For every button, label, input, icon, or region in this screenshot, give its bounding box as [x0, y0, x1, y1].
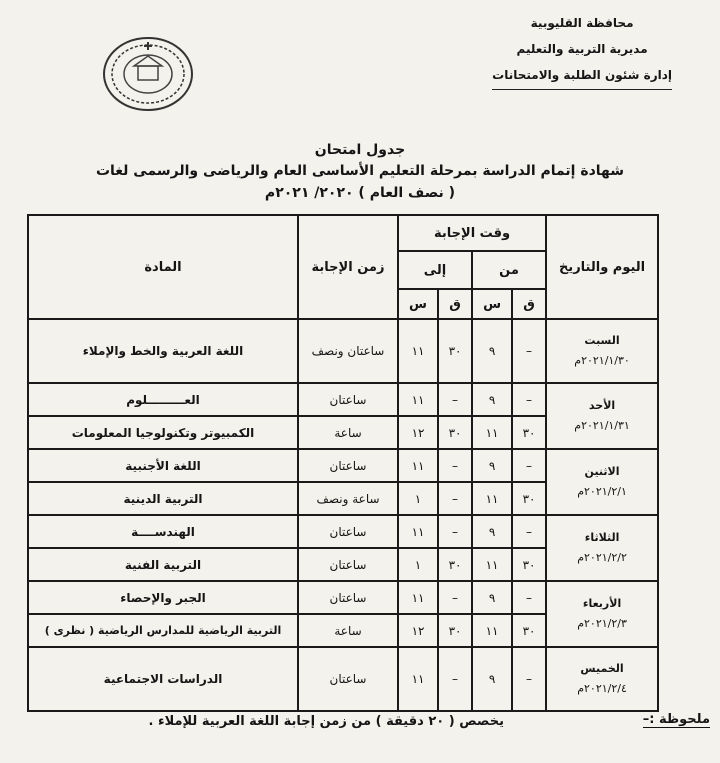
subject: التربية الفنية — [28, 548, 298, 581]
to-minute: – — [438, 647, 472, 711]
to-hour: ١١ — [398, 449, 438, 482]
exam-date: ٢٠٢١/٢/٣م — [577, 617, 627, 630]
from-minute: – — [512, 449, 546, 482]
from-minute: – — [512, 319, 546, 383]
exam-date: ٢٠٢١/١/٣١م — [574, 419, 630, 432]
header-answer-time: وقت الإجابة — [398, 215, 546, 251]
header-from: من — [472, 251, 546, 289]
day-name: الاثنين — [584, 465, 620, 478]
to-minute: – — [438, 449, 472, 482]
day-name: الأحد — [588, 399, 616, 412]
to-minute: – — [438, 383, 472, 416]
directorate: مديرية التربية والتعليم — [516, 42, 648, 56]
from-minute: – — [512, 581, 546, 614]
day-date-cell — [546, 449, 658, 515]
exam-date: ٢٠٢١/٢/١م — [577, 485, 627, 498]
from-minute: – — [512, 515, 546, 548]
day-date-cell — [546, 319, 658, 383]
to-hour: ١٢ — [398, 416, 438, 449]
from-hour: ٩ — [472, 449, 512, 482]
header-subject: المادة — [28, 215, 298, 319]
to-minute: ٣٠ — [438, 319, 472, 383]
duration: ساعتان — [298, 581, 398, 614]
day-name: السبت — [584, 334, 620, 347]
duration: ساعتان ونصف — [298, 319, 398, 383]
subject: التربية الرياضية للمدارس الرياضية ( نظرى ) — [28, 614, 298, 647]
subject: العـــــــــلوم — [28, 383, 298, 416]
from-minute: – — [512, 647, 546, 711]
subject: الكمبيوتر وتكنولوجيا المعلومات — [28, 416, 298, 449]
exam-date: ٢٠٢١/٢/٢م — [577, 551, 627, 564]
duration: ساعتان — [298, 515, 398, 548]
header-to-minute: ق — [438, 289, 472, 319]
day-date-cell — [546, 515, 658, 581]
table-row — [28, 449, 658, 482]
header-from-hour: س — [472, 289, 512, 319]
exam-date: ٢٠٢١/١/٣٠م — [574, 354, 630, 367]
day-name: الثلاثاء — [584, 531, 620, 544]
to-hour: ١١ — [398, 319, 438, 383]
to-minute: ٣٠ — [438, 614, 472, 647]
to-minute: – — [438, 515, 472, 548]
from-hour: ٩ — [472, 581, 512, 614]
title-line-1: جدول امتحان — [314, 142, 406, 158]
governorate: محافظة القليوبية — [530, 16, 634, 30]
header-to-hour: س — [398, 289, 438, 319]
header-day-date: اليوم والتاريخ — [546, 215, 658, 319]
document-titles — [0, 140, 720, 204]
to-hour: ١١ — [398, 515, 438, 548]
from-minute: – — [512, 383, 546, 416]
from-minute: ٣٠ — [512, 548, 546, 581]
table-row — [28, 319, 658, 383]
table-row — [28, 383, 658, 416]
note-text: يخصص ( ٢٠ دقيقة ) من زمن إجابة اللغة العربية للإملاء . — [148, 714, 504, 729]
duration: ساعتان — [298, 449, 398, 482]
duration: ساعتان — [298, 383, 398, 416]
to-hour: ١ — [398, 548, 438, 581]
from-hour: ٩ — [472, 383, 512, 416]
exam-date: ٢٠٢١/٢/٤م — [577, 682, 627, 695]
to-hour: ١١ — [398, 383, 438, 416]
duration: ساعة ونصف — [298, 482, 398, 515]
duration: ساعة — [298, 416, 398, 449]
duration: ساعة — [298, 614, 398, 647]
table-row — [28, 647, 658, 711]
note-label: ملحوظة :– — [642, 712, 710, 727]
day-date-cell — [546, 581, 658, 647]
exam-schedule-table — [27, 214, 659, 712]
duration: ساعتان — [298, 647, 398, 711]
subject: الهندســــة — [28, 515, 298, 548]
to-hour: ١٢ — [398, 614, 438, 647]
from-hour: ٩ — [472, 515, 512, 548]
day-date-cell — [546, 383, 658, 449]
from-hour: ١١ — [472, 416, 512, 449]
to-hour: ١ — [398, 482, 438, 515]
to-hour: ١١ — [398, 647, 438, 711]
to-minute: ٣٠ — [438, 416, 472, 449]
subject: اللغة الأجنبية — [28, 449, 298, 482]
subject: التربية الدينية — [28, 482, 298, 515]
from-hour: ١١ — [472, 482, 512, 515]
title-line-3: ( نصف العام ) ٢٠٢٠/ ٢٠٢١م — [264, 185, 456, 201]
header-duration: زمن الإجابة — [298, 215, 398, 319]
from-minute: ٣٠ — [512, 482, 546, 515]
to-hour: ١١ — [398, 581, 438, 614]
ministry-seal-icon — [100, 34, 196, 114]
day-name: الخميس — [580, 662, 624, 675]
issuing-authority — [492, 10, 672, 90]
day-name: الأربعاء — [582, 597, 622, 610]
administration: إدارة شئون الطلبة والامتحانات — [492, 62, 672, 90]
from-minute: ٣٠ — [512, 614, 546, 647]
duration: ساعتان — [298, 548, 398, 581]
day-date-cell — [546, 647, 658, 711]
header-to: إلى — [398, 251, 472, 289]
from-hour: ١١ — [472, 614, 512, 647]
to-minute: – — [438, 482, 472, 515]
from-minute: ٣٠ — [512, 416, 546, 449]
table-row — [28, 581, 658, 614]
table-row — [28, 515, 658, 548]
to-minute: ٣٠ — [438, 548, 472, 581]
from-hour: ٩ — [472, 319, 512, 383]
subject: الجبر والإحصاء — [28, 581, 298, 614]
from-hour: ٩ — [472, 647, 512, 711]
from-hour: ١١ — [472, 548, 512, 581]
subject: اللغة العربية والخط والإملاء — [28, 319, 298, 383]
title-line-2: شهادة إتمام الدراسة بمرحلة التعليم الأساسى العام والرياضى والرسمى لغات — [95, 163, 625, 179]
to-minute: – — [438, 581, 472, 614]
subject: الدراسات الاجتماعية — [28, 647, 298, 711]
header-from-minute: ق — [512, 289, 546, 319]
